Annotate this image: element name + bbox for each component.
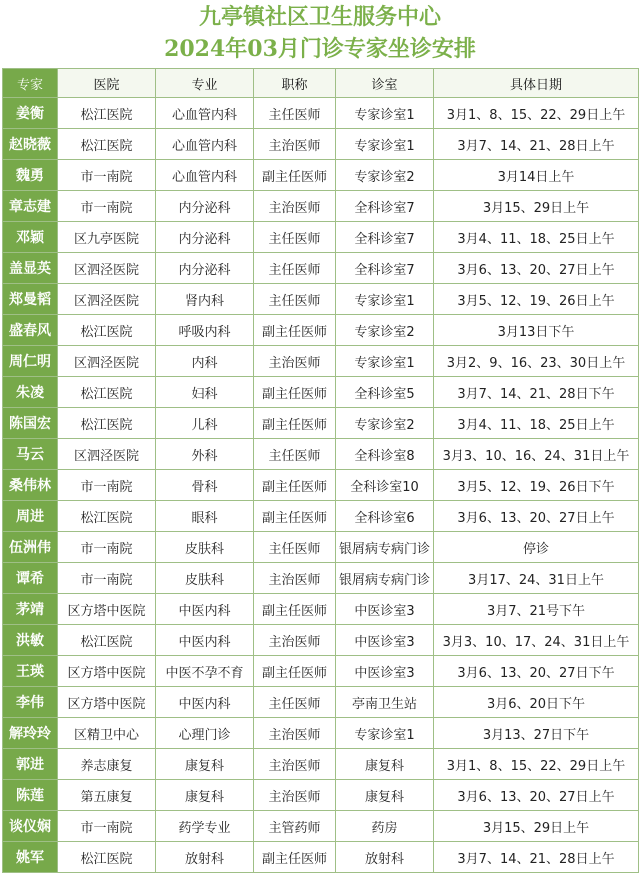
dates-cell: 3月3、10、17、24、31日上午 xyxy=(434,625,639,656)
expert-name-cell: 伍洲伟 xyxy=(3,532,58,563)
table-row xyxy=(3,470,639,501)
room-cell: 全科诊室10 xyxy=(336,470,434,501)
title-cell: 主治医师 xyxy=(254,129,336,160)
expert-name-cell: 洪敏 xyxy=(3,625,58,656)
hospital-cell: 区方塔中医院 xyxy=(58,594,156,625)
title-cell: 主任医师 xyxy=(254,532,336,563)
specialty-cell: 中医内科 xyxy=(156,625,254,656)
table-row xyxy=(3,284,639,315)
table-row xyxy=(3,749,639,780)
expert-name-cell: 姜衡 xyxy=(3,98,58,129)
room-cell: 中医诊室3 xyxy=(336,656,434,687)
table-row xyxy=(3,160,639,191)
expert-name-cell: 邓颖 xyxy=(3,222,58,253)
hospital-cell: 区泗泾医院 xyxy=(58,253,156,284)
title-cell: 主治医师 xyxy=(254,346,336,377)
table-row xyxy=(3,315,639,346)
room-cell: 银屑病专病门诊 xyxy=(336,532,434,563)
table-row xyxy=(3,625,639,656)
table-row xyxy=(3,563,639,594)
table-row xyxy=(3,780,639,811)
expert-name-cell: 马云 xyxy=(3,439,58,470)
title-cell: 副主任医师 xyxy=(254,501,336,532)
specialty-cell: 皮肤科 xyxy=(156,532,254,563)
expert-name-cell: 解玲玲 xyxy=(3,718,58,749)
table-row xyxy=(3,408,639,439)
title-cell: 副主任医师 xyxy=(254,470,336,501)
hospital-cell: 第五康复 xyxy=(58,780,156,811)
table-row xyxy=(3,222,639,253)
dates-cell: 3月13、27日下午 xyxy=(434,718,639,749)
table-row xyxy=(3,129,639,160)
title-cell: 副主任医师 xyxy=(254,377,336,408)
hospital-cell: 松江医院 xyxy=(58,625,156,656)
room-cell: 中医诊室3 xyxy=(336,625,434,656)
title-cell: 主任医师 xyxy=(254,284,336,315)
page-title: 九亭镇社区卫生服务中心 xyxy=(198,4,441,30)
schedule-table xyxy=(2,68,639,873)
specialty-cell: 心理门诊 xyxy=(156,718,254,749)
title-cell: 主管药师 xyxy=(254,811,336,842)
title-cell: 主治医师 xyxy=(254,191,336,222)
hospital-cell: 区九亭医院 xyxy=(58,222,156,253)
dates-cell: 3月7、14、21、28日上午 xyxy=(434,129,639,160)
table-row xyxy=(3,532,639,563)
column-header-specialty: 专业 xyxy=(156,69,254,98)
table-row xyxy=(3,811,639,842)
room-cell: 放射科 xyxy=(336,842,434,873)
dates-cell: 3月5、12、19、26日上午 xyxy=(434,284,639,315)
specialty-cell: 中医内科 xyxy=(156,687,254,718)
specialty-cell: 儿科 xyxy=(156,408,254,439)
room-cell: 专家诊室2 xyxy=(336,408,434,439)
hospital-cell: 养志康复 xyxy=(58,749,156,780)
room-cell: 全科诊室6 xyxy=(336,501,434,532)
hospital-cell: 市一南院 xyxy=(58,160,156,191)
dates-cell: 3月17、24、31日上午 xyxy=(434,563,639,594)
table-row xyxy=(3,718,639,749)
room-cell: 全科诊室7 xyxy=(336,253,434,284)
room-cell: 专家诊室1 xyxy=(336,98,434,129)
expert-name-cell: 盛春风 xyxy=(3,315,58,346)
expert-name-cell: 盖显英 xyxy=(3,253,58,284)
expert-name-cell: 茅靖 xyxy=(3,594,58,625)
hospital-cell: 市一南院 xyxy=(58,811,156,842)
title-cell: 主任医师 xyxy=(254,687,336,718)
hospital-cell: 区方塔中医院 xyxy=(58,656,156,687)
title-cell: 主任医师 xyxy=(254,439,336,470)
table-row xyxy=(3,687,639,718)
table-row xyxy=(3,346,639,377)
hospital-cell: 松江医院 xyxy=(58,315,156,346)
dates-cell: 3月15、29日上午 xyxy=(434,811,639,842)
table-row xyxy=(3,594,639,625)
specialty-cell: 放射科 xyxy=(156,842,254,873)
hospital-cell: 松江医院 xyxy=(58,842,156,873)
specialty-cell: 康复科 xyxy=(156,749,254,780)
dates-cell: 3月4、11、18、25日上午 xyxy=(434,408,639,439)
room-cell: 专家诊室2 xyxy=(336,315,434,346)
dates-cell: 3月6、20日下午 xyxy=(434,687,639,718)
expert-name-cell: 桑伟林 xyxy=(3,470,58,501)
dates-cell: 3月13日下午 xyxy=(434,315,639,346)
specialty-cell: 中医内科 xyxy=(156,594,254,625)
hospital-cell: 区精卫中心 xyxy=(58,718,156,749)
hospital-cell: 区泗泾医院 xyxy=(58,284,156,315)
specialty-cell: 内分泌科 xyxy=(156,253,254,284)
title-cell: 副主任医师 xyxy=(254,842,336,873)
expert-name-cell: 郭进 xyxy=(3,749,58,780)
specialty-cell: 骨科 xyxy=(156,470,254,501)
room-cell: 中医诊室3 xyxy=(336,594,434,625)
hospital-cell: 市一南院 xyxy=(58,563,156,594)
hospital-cell: 松江医院 xyxy=(58,408,156,439)
room-cell: 全科诊室5 xyxy=(336,377,434,408)
room-cell: 专家诊室1 xyxy=(336,346,434,377)
title-cell: 副主任医师 xyxy=(254,315,336,346)
dates-cell: 3月7、14、21、28日上午 xyxy=(434,842,639,873)
expert-name-cell: 陈莲 xyxy=(3,780,58,811)
dates-cell: 3月1、8、15、22、29日上午 xyxy=(434,749,639,780)
dates-cell: 3月6、13、20、27日上午 xyxy=(434,501,639,532)
dates-cell: 3月7、21号下午 xyxy=(434,594,639,625)
specialty-cell: 内分泌科 xyxy=(156,191,254,222)
title-cell: 主治医师 xyxy=(254,625,336,656)
dates-cell: 3月14日上午 xyxy=(434,160,639,191)
title-cell: 主治医师 xyxy=(254,780,336,811)
specialty-cell: 呼吸内科 xyxy=(156,315,254,346)
dates-cell: 3月3、10、16、24、31日上午 xyxy=(434,439,639,470)
room-cell: 专家诊室1 xyxy=(336,284,434,315)
expert-name-cell: 谈仪娴 xyxy=(3,811,58,842)
column-header-title: 职称 xyxy=(254,69,336,98)
dates-cell: 3月5、12、19、26日下午 xyxy=(434,470,639,501)
table-row xyxy=(3,98,639,129)
expert-name-cell: 谭希 xyxy=(3,563,58,594)
table-row xyxy=(3,377,639,408)
hospital-cell: 区泗泾医院 xyxy=(58,439,156,470)
title-cell: 副主任医师 xyxy=(254,408,336,439)
title-cell: 主治医师 xyxy=(254,563,336,594)
dates-cell: 停诊 xyxy=(434,532,639,563)
expert-name-cell: 朱凌 xyxy=(3,377,58,408)
room-cell: 全科诊室7 xyxy=(336,222,434,253)
expert-name-cell: 赵晓薇 xyxy=(3,129,58,160)
expert-name-cell: 郑曼韬 xyxy=(3,284,58,315)
specialty-cell: 中医不孕不育 xyxy=(156,656,254,687)
specialty-cell: 心血管内科 xyxy=(156,160,254,191)
specialty-cell: 肾内科 xyxy=(156,284,254,315)
expert-name-cell: 李伟 xyxy=(3,687,58,718)
dates-cell: 3月6、13、20、27日下午 xyxy=(434,656,639,687)
expert-name-cell: 周仁明 xyxy=(3,346,58,377)
expert-name-cell: 周进 xyxy=(3,501,58,532)
specialty-cell: 康复科 xyxy=(156,780,254,811)
column-header-hospital: 医院 xyxy=(58,69,156,98)
room-cell: 药房 xyxy=(336,811,434,842)
hospital-cell: 松江医院 xyxy=(58,501,156,532)
dates-cell: 3月4、11、18、25日上午 xyxy=(434,222,639,253)
specialty-cell: 眼科 xyxy=(156,501,254,532)
title-cell: 副主任医师 xyxy=(254,594,336,625)
room-cell: 康复科 xyxy=(336,749,434,780)
expert-name-cell: 姚军 xyxy=(3,842,58,873)
title-cell: 主治医师 xyxy=(254,749,336,780)
hospital-cell: 区方塔中医院 xyxy=(58,687,156,718)
hospital-cell: 区泗泾医院 xyxy=(58,346,156,377)
table-row xyxy=(3,191,639,222)
hospital-cell: 松江医院 xyxy=(58,377,156,408)
specialty-cell: 内分泌科 xyxy=(156,222,254,253)
specialty-cell: 皮肤科 xyxy=(156,563,254,594)
table-row xyxy=(3,439,639,470)
expert-name-cell: 王瑛 xyxy=(3,656,58,687)
column-header-room: 诊室 xyxy=(336,69,434,98)
room-cell: 专家诊室2 xyxy=(336,160,434,191)
title-cell: 副主任医师 xyxy=(254,656,336,687)
table-header-row xyxy=(3,69,639,98)
table-row xyxy=(3,656,639,687)
dates-cell: 3月6、13、20、27日上午 xyxy=(434,780,639,811)
room-cell: 银屑病专病门诊 xyxy=(336,563,434,594)
column-header-dates: 具体日期 xyxy=(434,69,639,98)
table-row xyxy=(3,253,639,284)
room-cell: 全科诊室7 xyxy=(336,191,434,222)
specialty-cell: 心血管内科 xyxy=(156,129,254,160)
hospital-cell: 松江医院 xyxy=(58,98,156,129)
room-cell: 专家诊室1 xyxy=(336,718,434,749)
dates-cell: 3月6、13、20、27日上午 xyxy=(434,253,639,284)
room-cell: 专家诊室1 xyxy=(336,129,434,160)
specialty-cell: 妇科 xyxy=(156,377,254,408)
column-header-expert: 专家 xyxy=(3,69,58,98)
title-cell: 主任医师 xyxy=(254,253,336,284)
expert-name-cell: 魏勇 xyxy=(3,160,58,191)
dates-cell: 3月2、9、16、23、30日上午 xyxy=(434,346,639,377)
table-row xyxy=(3,842,639,873)
specialty-cell: 药学专业 xyxy=(156,811,254,842)
specialty-cell: 外科 xyxy=(156,439,254,470)
dates-cell: 3月15、29日上午 xyxy=(434,191,639,222)
table-body xyxy=(3,98,639,873)
table-row xyxy=(3,501,639,532)
hospital-cell: 市一南院 xyxy=(58,470,156,501)
specialty-cell: 内科 xyxy=(156,346,254,377)
room-cell: 亭南卫生站 xyxy=(336,687,434,718)
title-cell: 主任医师 xyxy=(254,98,336,129)
title-cell: 主任医师 xyxy=(254,222,336,253)
specialty-cell: 心血管内科 xyxy=(156,98,254,129)
hospital-cell: 市一南院 xyxy=(58,191,156,222)
title-cell: 副主任医师 xyxy=(254,160,336,191)
room-cell: 康复科 xyxy=(336,780,434,811)
hospital-cell: 松江医院 xyxy=(58,129,156,160)
title-cell: 主治医师 xyxy=(254,718,336,749)
page-subtitle: 2024年03月门诊专家坐诊安排 xyxy=(164,36,476,62)
room-cell: 全科诊室8 xyxy=(336,439,434,470)
expert-name-cell: 章志建 xyxy=(3,191,58,222)
hospital-cell: 市一南院 xyxy=(58,532,156,563)
dates-cell: 3月7、14、21、28日下午 xyxy=(434,377,639,408)
dates-cell: 3月1、8、15、22、29日上午 xyxy=(434,98,639,129)
expert-name-cell: 陈国宏 xyxy=(3,408,58,439)
